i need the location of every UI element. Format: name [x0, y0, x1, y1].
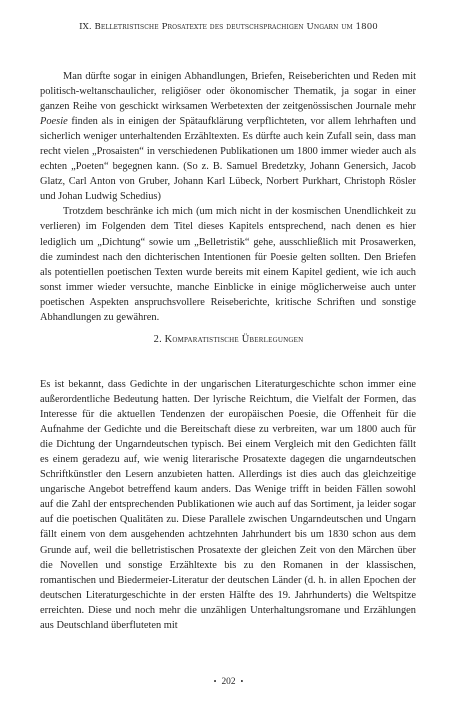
emphasis-poesie: Poesie [40, 116, 68, 128]
body-text-block-1 [40, 69, 416, 325]
section-heading: 2. Komparatistische Überlegungen [153, 334, 304, 345]
bullet-right: • [240, 677, 244, 686]
bullet-left: • [213, 677, 217, 686]
paragraph-3: Es ist bekannt, dass Gedichte in der ungarischen Literaturgeschichte schon immer eine außerordentliche Bedeutung hatten. Der lyrische Reichtum, die Vielfalt der Formen, das Interesse für die aktuellen Tendenzen der europäischen Poesie, die Offenheit für die Aufnahme der Gedichte und die Bereitschaft diese zu verbreiten, war um 1800 auch für die Dichtung der Ungarndeutschen typisch. Bei einem Vergleich mit den Gedichten fällt es einem geradezu auf, wie wenig literarische Prosatexte dagegen die ungarndeutschen Schriftkünstler den Lesern anzubieten hatten. Allerdings ist dies auch das gleichzeitige ungarische Angebot betreffend kaum anders. Das Wenige trifft in beiden Fällen sowohl auf die Zahl der entsprechenden Publikationen wie auch auf das Sortiment, ja leider sogar auf die poetischen Qualitäten zu. Diese Parallele zwischen Ungarndeutschen und Ungarn fällt einem von dem ausgehenden achtzehnten Jahrhundert bis um 1830 schon aus dem Grunde auf, weil die belletristischen Prosatexte der gleichen Zeit von den Märchen über die Novellen und sonstige Erzähltexte bis zu den Romanen in der klassischen, romantischen und Biedermeier-Literatur der deutschen Länder (d. h. in allen Epochen der deutschen Literaturgeschichte in der ersten Hälfte des 19. Jahrhunderts) die Weltspitze erreichten. Diese und noch mehr die unzähligen Unterhaltungsromane und Erzählungen aus Deutschland überfluteten mit [40, 379, 416, 631]
running-head-title: Belletristische Prosatexte des deutschsprachigen Ungarn um 1800 [94, 22, 378, 32]
body-text-block-2 [40, 377, 416, 633]
running-head [0, 22, 457, 32]
running-head-number: IX. [79, 22, 95, 32]
paragraph-1-text-a: Man dürfte sogar in einigen Abhandlungen, Briefen, Reiseberichten und Reden mit politisch-weltanschaulicher, religiöser oder ökonomischer Thematik, ja sogar in einer ganzen Reihe von geschickt wirksamen Werbetexten der zeitgenössischen Journale mehr [40, 71, 416, 113]
page-number-value: 202 [221, 677, 236, 687]
paragraph-1 [40, 69, 416, 204]
paragraph-1-text-b: finden als in einigen der Spätaufklärung verpflichteten, vor allem lehrhaften und sicherlich weniger unterhaltenden Erzähltexten. Es dürfte auch kein Zufall sein, dass man recht vielen „Prosaisten“ in verschiedenen Publikationen um 1800 immer wieder auch als echten „Poeten“ begegnen kann. (So z. B. Samuel Bredetzky, Johann Genersich, Jacob Glatz, Carl Anton von Gruber, Johann Karl Lübeck, Norbert Purkhart, Christoph Rösler und Johan Ludwig Schedius) [40, 116, 416, 203]
paragraph-2: Trotzdem beschränke ich mich (um mich nicht in der kosmischen Unendlichkeit zu verlieren) im Folgenden dem Titel dieses Kapitels entsprechend, nach denen es hier lediglich um „Dichtung“ sowie um „Belletristik“ gehe, ausschließlich mit Prosawerken, die zumindest nach den dichterischen Intentionen für Poesie gelten sollten. Den Briefen als potentiellen poetischen Texten wurde bereits mit einem Kapitel gedient, wie ich auch sonst immer wieder versuchte, manche Einblicke in einige möglicherweise auch unter poetischen Aspekten anspruchsvollere Reiseberichte, kritische Schriften und sonstige Abhandlungen zu gewähren. [40, 206, 416, 323]
page-number [0, 677, 457, 687]
